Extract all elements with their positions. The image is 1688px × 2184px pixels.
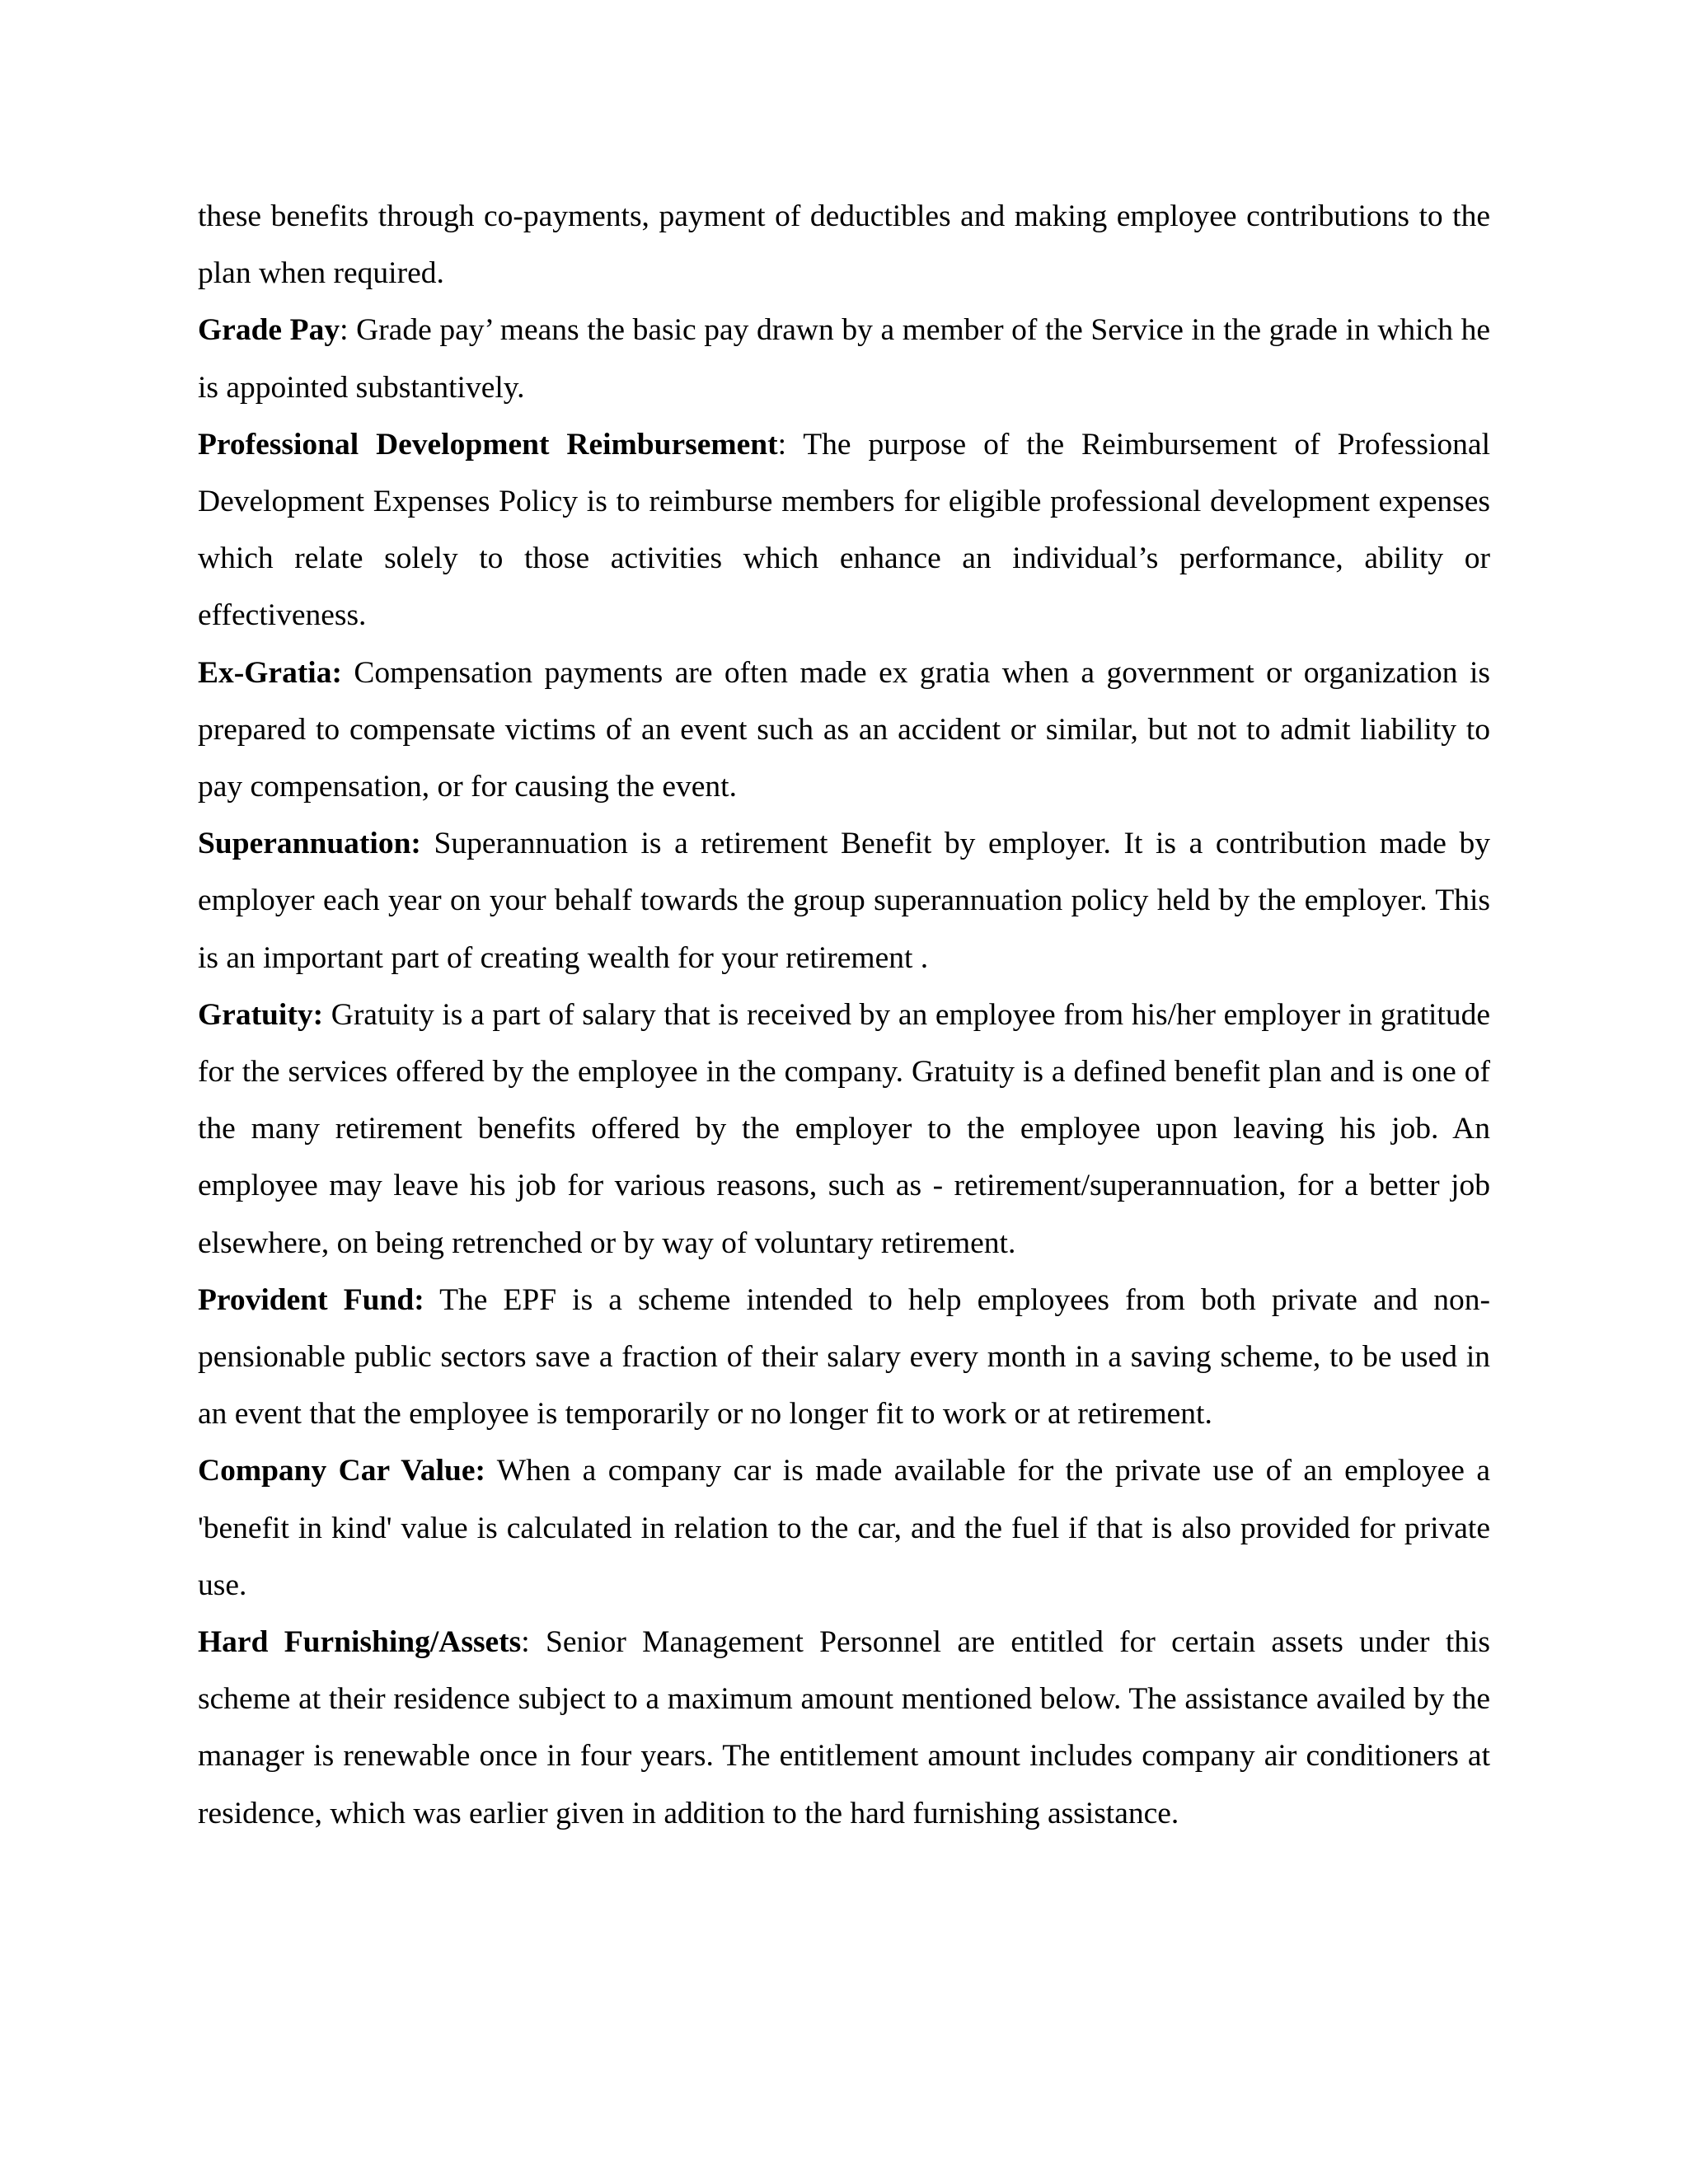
paragraph-hard-furnishing bbox=[198, 1614, 1490, 1842]
term-label: Grade Pay bbox=[198, 313, 340, 348]
paragraph-grade-pay bbox=[198, 302, 1490, 415]
term-separator bbox=[421, 827, 434, 860]
paragraph-company-car-value bbox=[198, 1442, 1490, 1614]
paragraph-text: Compensation payments are often made ex gratia when a government or organization is prepared to compensate victims of an event such as an accident or similar, but not to admit liability to pay compensation, or for causing the event. bbox=[198, 655, 1490, 804]
term-label: Professional Development Reimbursement bbox=[198, 427, 778, 462]
paragraph-text: Gratuity is a part of salary that is received by an employee from his/her employer in gratitude for the services offered by the employee in the company. Gratuity is a defined benefit plan and is one of the many retirement benefits offered by the employer to the employee upon leaving his job. An employee may leave his job for various reasons, such as - retirement/superannuation, for a better job elsewhere, on being retrenched or by way of voluntary retirement. bbox=[198, 997, 1490, 1260]
term-label: Ex-Gratia: bbox=[198, 655, 342, 690]
paragraph-text: Superannuation is a retirement Benefit by employer. It is a contribution made by employer each year on your behalf towards the group superannuation policy held by the employer. This is an important part of creating wealth for your retirement . bbox=[198, 827, 1491, 975]
paragraph-text: these benefits through co-payments, payment of deductibles and making employee contributions to the plan when required. bbox=[198, 199, 1490, 291]
term-separator: : bbox=[340, 313, 357, 348]
document-page bbox=[198, 188, 1490, 1842]
paragraph-text: Grade pay’ means the basic pay drawn by a member of the Service in the grade in which he is appointed substantively. bbox=[198, 313, 1490, 405]
paragraph-gratuity bbox=[198, 987, 1490, 1272]
paragraph-text: The purpose of the Reimbursement of Professional Development Expenses Policy is to reimburse members for eligible professional development expenses which relate solely to those activities which enhance an individual’s performance, ability or effectiveness. bbox=[198, 427, 1490, 633]
term-separator bbox=[424, 1283, 439, 1317]
term-label: Hard Furnishing/Assets bbox=[198, 1625, 522, 1660]
paragraph-text: When a company car is made available for the private use of an employee a 'benefit in kind' value is calculated in relation to the car, and the fuel if that is also provided for private use. bbox=[198, 1454, 1491, 1602]
term-separator: : bbox=[521, 1625, 546, 1660]
term-label: Provident Fund: bbox=[198, 1282, 424, 1317]
paragraph-benefits-continuation bbox=[198, 188, 1490, 302]
term-label: Superannuation: bbox=[198, 827, 421, 861]
paragraph-superannuation bbox=[198, 815, 1490, 987]
term-label: Gratuity: bbox=[198, 997, 324, 1032]
paragraph-text: The EPF is a scheme intended to help employees from both private and non-pensionable public sectors save a fraction of their salary every month in a saving scheme, to be used in an event that the employee is temporarily or no longer fit to work or at retirement. bbox=[198, 1282, 1490, 1432]
paragraph-provident-fund bbox=[198, 1272, 1490, 1443]
term-separator bbox=[485, 1454, 497, 1488]
term-separator bbox=[323, 998, 331, 1032]
paragraph-ex-gratia bbox=[198, 644, 1490, 816]
paragraph-professional-development bbox=[198, 416, 1490, 644]
term-separator: : bbox=[777, 427, 804, 462]
term-label: Company Car Value: bbox=[198, 1454, 485, 1488]
paragraph-text: Senior Management Personnel are entitled for certain assets under this scheme at their residence subject to a maximum amount mentioned below. The assistance availed by the manager is renewable once in four years. The entitlement amount includes company air conditioners at residence, which was earlier given in addition to the hard furnishing assistance. bbox=[198, 1625, 1490, 1830]
term-separator bbox=[342, 656, 354, 690]
